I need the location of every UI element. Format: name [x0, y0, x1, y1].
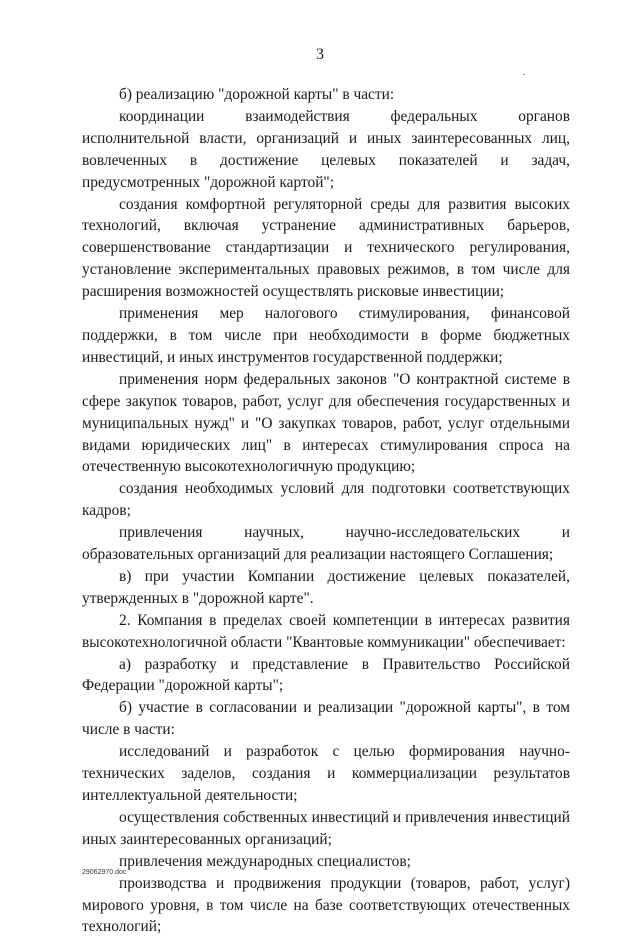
paragraph: создания комфортной регуляторной среды для развития высоких технологий, включая устранение административных барьеров, совершенствование стандартизации и технического регулирования, установление экспериментальных правовых режимов, в том числе для расширения возможностей осуществлять рисковые инвестиции; — [82, 195, 570, 301]
paragraph: привлечения научных, научно-исследовательских и образовательных организаций для реализации настоящего Соглашения; — [82, 524, 570, 564]
file-name-footer: 29062970.doc — [82, 869, 127, 876]
paragraph: привлечения международных специалистов; — [119, 852, 411, 870]
paragraph: создания необходимых условий для подготовки соответствующих кадров; — [82, 480, 570, 520]
document-body — [82, 84, 570, 938]
paragraph: исследований и разработок с целью формирования научно-технических заделов, создания и коммерциализации результатов интеллектуальной деятельности; — [82, 743, 570, 804]
paragraph: 2. Компания в пределах своей компетенции в интересах развития высокотехнологичной области "Квантовые коммуникации" обеспечивает: — [82, 611, 570, 651]
paragraph: б) участие в согласовании и реализации "дорожной карты", в том числе в части: — [82, 699, 570, 739]
paragraph: в) при участии Компании достижение целевых показателей, утвержденных в "дорожной карте". — [82, 567, 570, 607]
paragraph: б) реализацию "дорожной карты" в части: — [119, 86, 395, 103]
paragraph: координации взаимодействия федеральных органов исполнительной власти, организаций и иных заинтересованных лиц, вовлеченных в достижение целевых показателей и задач, предусмотренных "дорожной картой"; — [82, 107, 570, 191]
paragraph: а) разработку и представление в Правительство Российской Федерации "дорожной карты"; — [82, 655, 570, 695]
scan-speck — [523, 74, 525, 75]
paragraph: применения мер налогового стимулирования, финансовой поддержки, в том числе при необходимости в форме бюджетных инвестиций, и иных инструментов государственной поддержки; — [82, 305, 570, 366]
paragraph: применения норм федеральных законов "О контрактной системе в сфере закупок товаров, работ, услуг для обеспечения государственных и муниципальных нужд" и "О закупках товаров, работ, услуг отдельными видами юридических лиц" в интересах стимулирования спроса на отечественную высокотехнологичную продукцию; — [82, 370, 570, 476]
page-number: 3 — [316, 46, 324, 63]
paragraph: осуществления собственных инвестиций и привлечения инвестиций иных заинтересованных организаций; — [82, 808, 570, 848]
paragraph: производства и продвижения продукции (товаров, работ, услуг) мирового уровня, в том числе на базе соответствующих отечественных технологий; — [82, 874, 570, 936]
